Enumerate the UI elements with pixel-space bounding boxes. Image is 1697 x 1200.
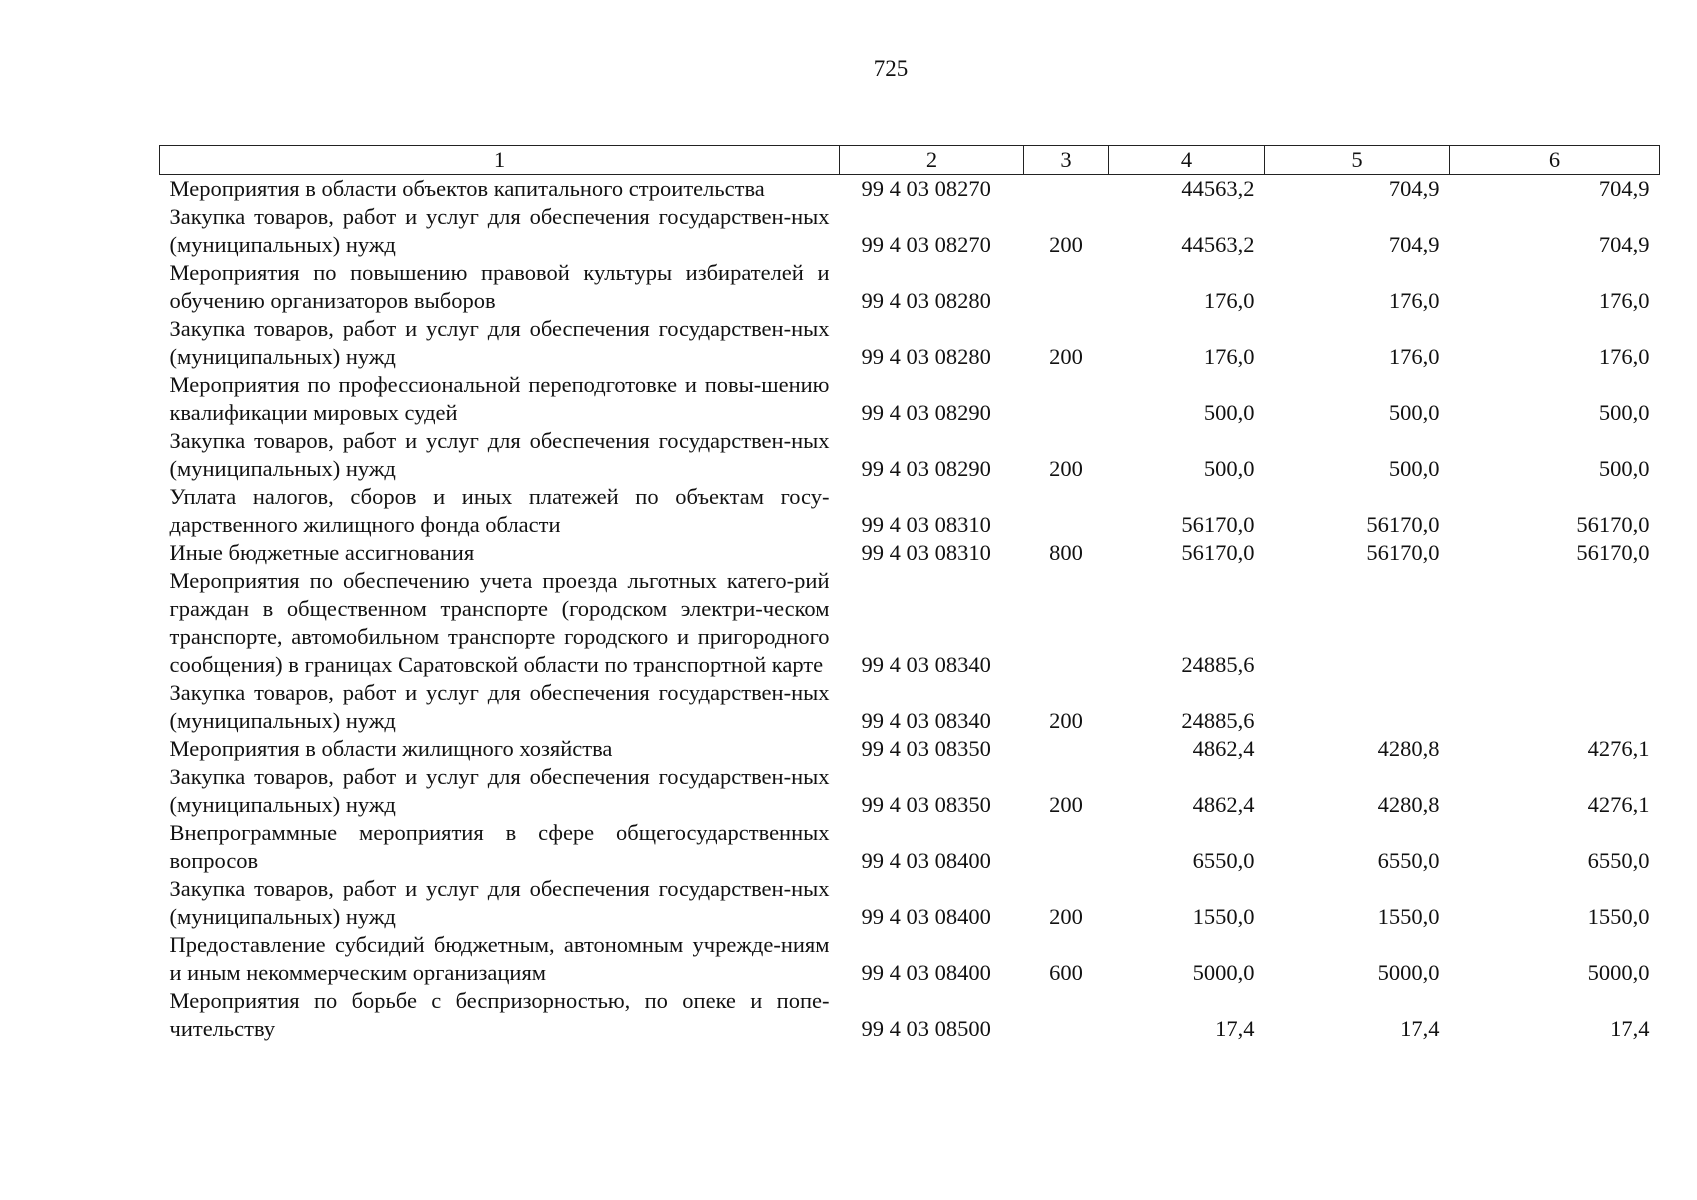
row-expense-type [1024,259,1109,315]
row-expense-type: 600 [1049,960,1083,985]
table-row [160,875,1660,931]
row-expense-type: 200 [1049,904,1083,929]
row-expense-type: 200 [1049,344,1083,369]
row-value-col4: 5000,0 [1192,960,1255,985]
row-code: 99 4 03 08310 [861,540,991,565]
row-expense-type: 800 [1049,540,1083,565]
column-header-6: 6 [1450,146,1660,175]
row-name: Внепрограммные мероприятия в сфере общегосударственных вопросов [169,820,830,873]
row-name: Закупка товаров, работ и услуг для обеспечения государствен-ных (муниципальных) нужд [169,204,830,257]
row-value-col5: 56170,0 [1366,540,1440,565]
row-value-col6: 56170,0 [1576,540,1650,565]
row-name: Мероприятия по профессиональной переподготовке и повы-шению квалификации мировых судей [169,372,830,425]
row-value-col6: 6550,0 [1587,848,1650,873]
table-row [160,819,1660,875]
row-value-col6: 17,4 [1610,1016,1650,1041]
row-value-col4: 44563,2 [1181,176,1255,201]
column-header-2: 2 [840,146,1024,175]
row-code: 99 4 03 08280 [861,344,991,369]
table-row [160,259,1660,315]
table-row [160,427,1660,483]
row-value-col4: 500,0 [1203,400,1255,425]
row-value-col4: 56170,0 [1181,512,1255,537]
row-expense-type [1024,735,1109,763]
row-value-col6: 56170,0 [1576,512,1650,537]
table-row [160,763,1660,819]
row-name: Мероприятия по обеспечению учета проезда льготных катего-рий граждан в общественном транспорте (городском электри-ческом транспорте, автомобильном транспорте городского и пригородного сообщения) в границах Саратовской области по транспортной карте [169,568,830,677]
row-value-col5: 500,0 [1388,400,1440,425]
row-value-col4: 6550,0 [1192,848,1255,873]
row-expense-type: 200 [1049,456,1083,481]
row-name: Закупка товаров, работ и услуг для обеспечения государствен-ных (муниципальных) нужд [169,764,830,817]
row-code: 99 4 03 08350 [861,736,991,761]
row-name: Мероприятия в области объектов капитального строительства [169,176,765,201]
table-row [160,175,1660,204]
row-value-col6: 500,0 [1598,400,1650,425]
row-value-col6: 704,9 [1598,176,1650,201]
row-code: 99 4 03 08340 [861,708,991,733]
row-value-col4: 56170,0 [1181,540,1255,565]
row-code: 99 4 03 08400 [861,904,991,929]
row-code: 99 4 03 08400 [861,960,991,985]
row-code: 99 4 03 08500 [861,1016,991,1041]
row-code: 99 4 03 08270 [861,176,991,201]
row-value-col5: 4280,8 [1377,736,1440,761]
row-value-col4: 24885,6 [1181,652,1255,677]
table-row [160,483,1660,539]
row-value-col5: 56170,0 [1366,512,1440,537]
table-row [160,371,1660,427]
row-value-col5: 704,9 [1388,176,1440,201]
row-value-col6 [1450,679,1660,735]
row-expense-type [1024,483,1109,539]
row-value-col4: 1550,0 [1192,904,1255,929]
table-row [160,539,1660,567]
table-row [160,931,1660,987]
row-value-col4: 4862,4 [1192,736,1255,761]
row-code: 99 4 03 08350 [861,792,991,817]
row-value-col6: 704,9 [1598,232,1650,257]
budget-table [159,145,1660,1043]
row-value-col6: 4276,1 [1587,792,1650,817]
row-value-col6 [1450,567,1660,679]
row-name: Иные бюджетные ассигнования [169,540,475,565]
row-name: Закупка товаров, работ и услуг для обеспечения государствен-ных (муниципальных) нужд [169,876,830,929]
row-value-col4: 176,0 [1203,344,1255,369]
row-value-col6: 500,0 [1598,456,1650,481]
row-code: 99 4 03 08310 [861,512,991,537]
row-name: Мероприятия по повышению правовой культуры избирателей и обучению организаторов выборов [169,260,830,313]
row-value-col4: 176,0 [1203,288,1255,313]
row-name: Мероприятия по борьбе с беспризорностью, по опеке и попе-чительству [169,988,830,1041]
row-value-col5: 17,4 [1400,1016,1440,1041]
table-row [160,315,1660,371]
row-value-col4: 24885,6 [1181,708,1255,733]
row-code: 99 4 03 08400 [861,848,991,873]
row-code: 99 4 03 08340 [861,652,991,677]
row-value-col4: 44563,2 [1181,232,1255,257]
row-value-col4: 4862,4 [1192,792,1255,817]
row-value-col5: 176,0 [1388,344,1440,369]
table-row [160,567,1660,679]
row-value-col4: 17,4 [1215,1016,1255,1041]
row-code: 99 4 03 08270 [861,232,991,257]
table-row [160,203,1660,259]
row-expense-type [1024,819,1109,875]
page-number: 725 [873,56,909,81]
row-value-col6: 1550,0 [1587,904,1650,929]
row-code: 99 4 03 08290 [861,400,991,425]
row-value-col5: 5000,0 [1377,960,1440,985]
row-value-col5 [1265,567,1450,679]
table-row [160,679,1660,735]
row-expense-type [1024,175,1109,204]
row-value-col5: 500,0 [1388,456,1440,481]
row-value-col6: 176,0 [1598,288,1650,313]
row-name: Закупка товаров, работ и услуг для обеспечения государствен-ных (муниципальных) нужд [169,316,830,369]
row-name: Предоставление субсидий бюджетным, автономным учрежде-ниям и иным некоммерческим организациям [169,932,830,985]
row-value-col5: 4280,8 [1377,792,1440,817]
table-row [160,987,1660,1043]
column-header-4: 4 [1109,146,1265,175]
table-row [160,735,1660,763]
column-header-3: 3 [1024,146,1109,175]
column-header-1: 1 [160,146,840,175]
row-expense-type: 200 [1049,232,1083,257]
header-row [160,146,1660,175]
row-value-col4: 500,0 [1203,456,1255,481]
row-value-col5 [1265,679,1450,735]
row-value-col6: 4276,1 [1587,736,1650,761]
row-value-col5: 704,9 [1388,232,1440,257]
row-name: Мероприятия в области жилищного хозяйства [169,736,613,761]
row-name: Закупка товаров, работ и услуг для обеспечения государствен-ных (муниципальных) нужд [169,680,830,733]
row-expense-type [1024,371,1109,427]
row-value-col5: 1550,0 [1377,904,1440,929]
row-code: 99 4 03 08280 [861,288,991,313]
column-header-5: 5 [1265,146,1450,175]
row-code: 99 4 03 08290 [861,456,991,481]
row-value-col5: 6550,0 [1377,848,1440,873]
row-expense-type [1024,567,1109,679]
row-expense-type: 200 [1049,792,1083,817]
row-name: Уплата налогов, сборов и иных платежей по объектам госу-дарственного жилищного фонда области [169,484,830,537]
row-value-col6: 176,0 [1598,344,1650,369]
row-expense-type [1024,987,1109,1043]
row-value-col5: 176,0 [1388,288,1440,313]
row-expense-type: 200 [1049,708,1083,733]
row-name: Закупка товаров, работ и услуг для обеспечения государствен-ных (муниципальных) нужд [169,428,830,481]
row-value-col6: 5000,0 [1587,960,1650,985]
